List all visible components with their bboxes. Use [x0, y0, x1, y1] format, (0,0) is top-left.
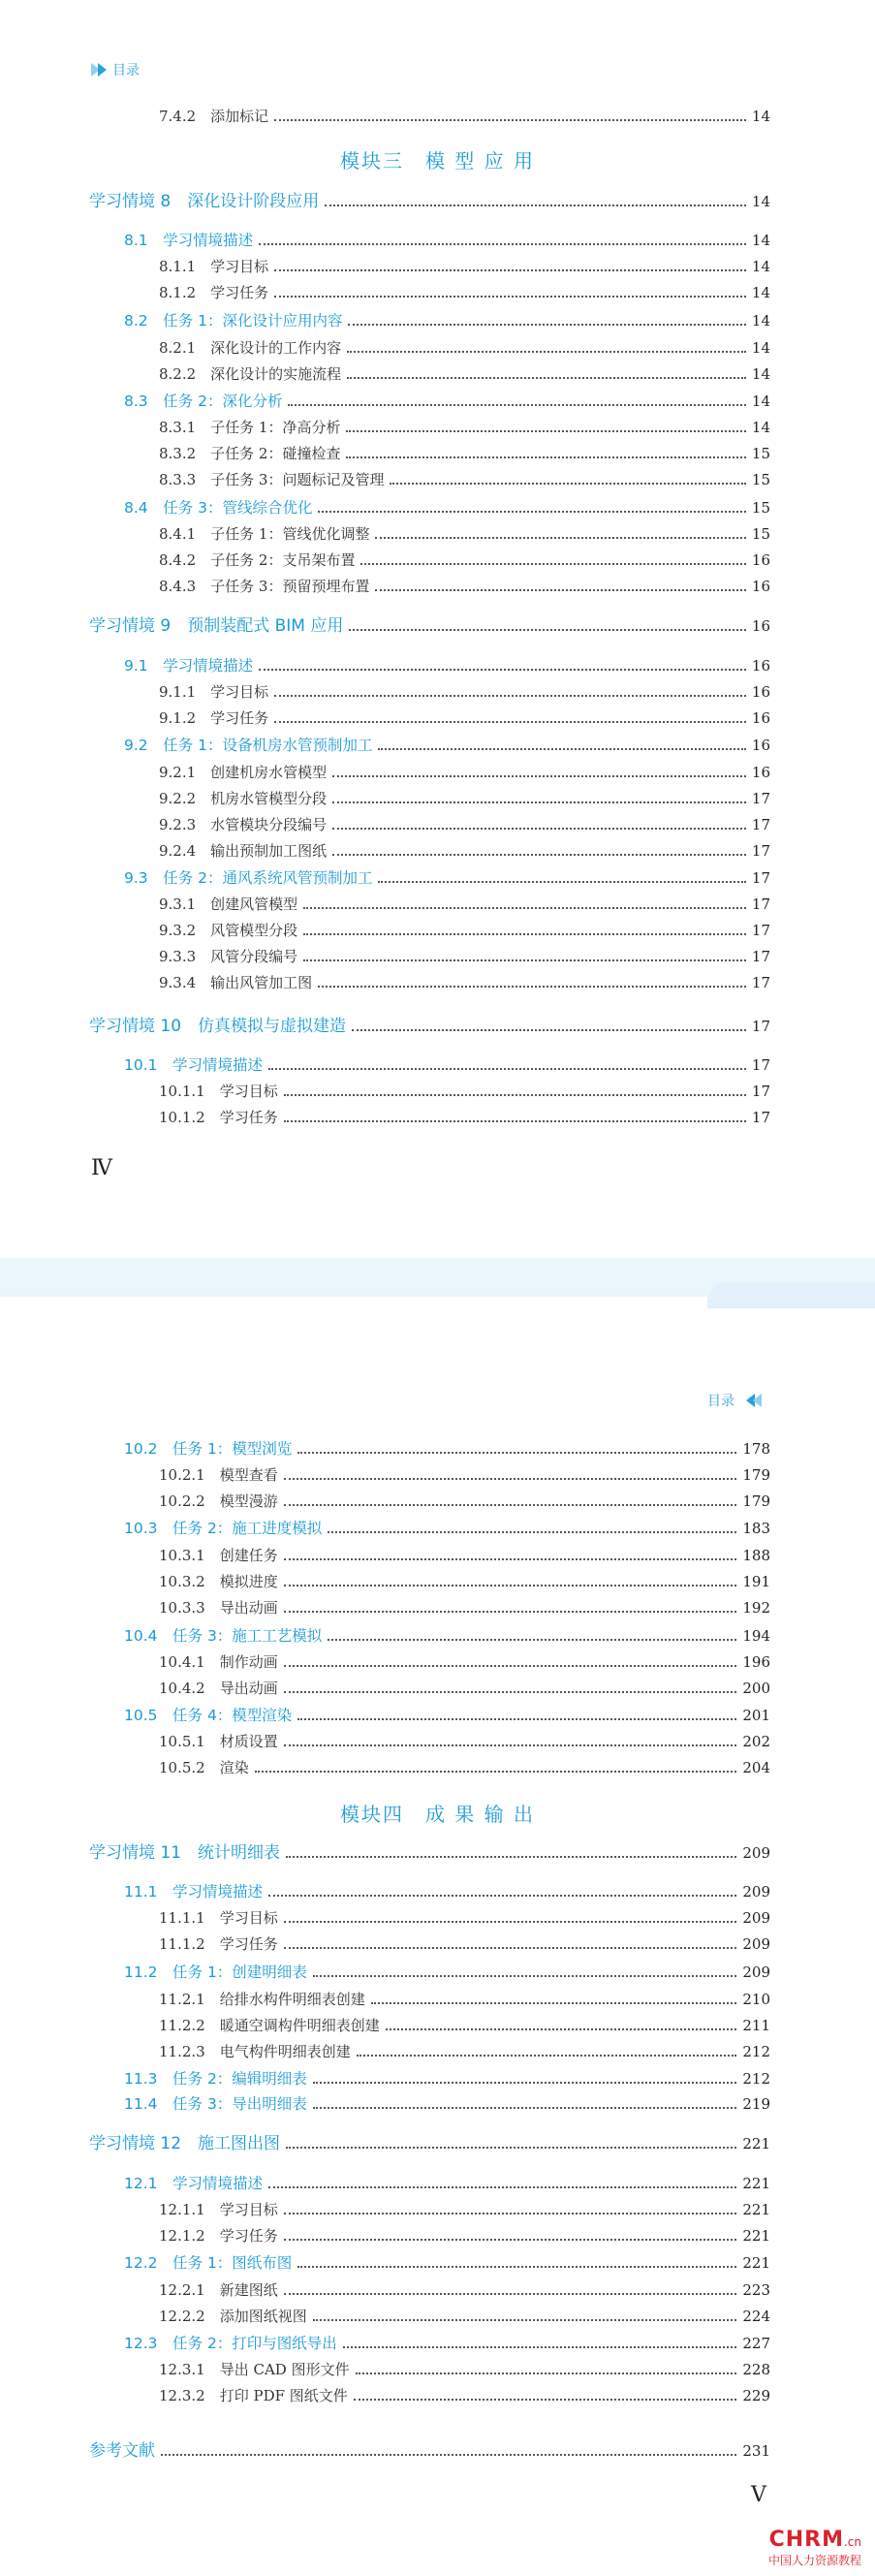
- toc-entry-level-3[interactable]: [159, 1492, 770, 1510]
- dot-leader: [352, 1029, 746, 1031]
- toc-entry-page: 17: [751, 1083, 770, 1100]
- dot-leader: [303, 959, 746, 961]
- toc-entry-page: 16: [751, 709, 770, 727]
- toc-entry-page: 209: [742, 1909, 770, 1927]
- dot-leader: [386, 2028, 737, 2030]
- toc-entry-page: 212: [742, 2070, 770, 2088]
- toc-entry-title: 10.3.1 创建任务: [159, 1547, 278, 1564]
- double-chevron-right-icon: [89, 61, 112, 79]
- toc-entry-page: 227: [742, 2335, 770, 2352]
- toc-entry-title: 9.3 任务 2：通风系统风管预制加工: [124, 869, 373, 887]
- dot-leader: [255, 1771, 737, 1773]
- dot-leader: [332, 801, 746, 803]
- dot-leader: [297, 2266, 736, 2268]
- toc-entry-level-3[interactable]: [159, 445, 770, 462]
- toc-entry-page: 188: [742, 1547, 770, 1564]
- dot-leader: [274, 269, 746, 271]
- toc-entry-title: 8.2 任务 1：深化设计应用内容: [124, 312, 343, 330]
- dot-leader: [297, 1718, 736, 1720]
- toc-entry-level-3[interactable]: [159, 2308, 770, 2325]
- toc-entry-title: 8.1.1 学习目标: [159, 258, 269, 275]
- toc-entry-title: 10.3 任务 2：施工进度模拟: [124, 1520, 323, 1537]
- dot-leader: [284, 1744, 737, 1746]
- dot-leader: [268, 1895, 736, 1897]
- toc-entry-title: 8.3.2 子任务 2：碰撞检查: [159, 445, 341, 462]
- toc-entry-page: 16: [751, 578, 770, 595]
- dot-leader: [332, 828, 746, 830]
- dot-leader: [274, 296, 746, 298]
- dot-leader: [284, 2239, 737, 2241]
- dot-leader: [348, 324, 745, 326]
- toc-entry-title: 9.2.1 创建机房水管模型: [159, 764, 328, 781]
- page-number: Ⅴ: [751, 2483, 766, 2507]
- toc-entry-page: 14: [751, 419, 770, 436]
- dot-leader: [318, 511, 745, 513]
- toc-entry-page: 14: [751, 365, 770, 383]
- dot-leader: [356, 2372, 737, 2374]
- toc-entry-level-3[interactable]: [159, 764, 770, 781]
- toc-entry-page: 15: [751, 471, 770, 488]
- dot-leader: [375, 537, 745, 539]
- toc-entry-level-3[interactable]: [159, 948, 770, 965]
- toc-entry-title: 11.3 任务 2：编辑明细表: [124, 2070, 307, 2088]
- toc-entry-level-2[interactable]: [124, 1963, 770, 1981]
- toc-entry-level-2[interactable]: [124, 1440, 770, 1458]
- dot-leader: [313, 2107, 737, 2109]
- dot-leader: [390, 483, 745, 485]
- toc-entry-title: 9.1.2 学习任务: [159, 709, 269, 727]
- toc-entry-title: 12.1.1 学习目标: [159, 2201, 278, 2218]
- toc-entry-title: 11.1.2 学习任务: [159, 1935, 278, 1953]
- toc-entry-page: 14: [751, 284, 770, 301]
- toc-entry-level-2[interactable]: [124, 657, 770, 675]
- watermark-suffix: .cn: [843, 2535, 861, 2549]
- dot-leader: [349, 629, 746, 631]
- toc-entry-level-2[interactable]: [124, 1627, 770, 1645]
- dot-leader: [313, 2082, 737, 2084]
- toc-entry-title: 9.3.3 风管分段编号: [159, 948, 298, 965]
- dot-leader: [303, 907, 746, 909]
- toc-entry-page: 17: [751, 1056, 770, 1074]
- dot-leader: [284, 1120, 746, 1122]
- toc-entry-page: 209: [742, 1935, 770, 1953]
- dot-leader: [360, 563, 745, 565]
- toc-entry-level-3[interactable]: [159, 2227, 770, 2245]
- toc-entry-level-3[interactable]: [159, 1680, 770, 1697]
- toc-entry-level-2[interactable]: [124, 499, 770, 517]
- page-gap-tab: [707, 1283, 875, 1308]
- dot-leader: [332, 854, 746, 856]
- dot-leader: [343, 2346, 737, 2348]
- toc-entry-level-3[interactable]: [159, 2201, 770, 2218]
- toc-entry-page: 224: [742, 2308, 770, 2325]
- toc-entry-title: 12.3.1 导出 CAD 图形文件: [159, 2361, 350, 2378]
- toc-entry-page: 191: [742, 1573, 770, 1590]
- dot-leader: [318, 986, 746, 988]
- toc-entry-title: 10.4 任务 3：施工工艺模拟: [124, 1627, 323, 1645]
- toc-entry-level-3[interactable]: [159, 365, 770, 383]
- toc-entry-level-2[interactable]: [124, 2070, 770, 2088]
- toc-entry-level-1[interactable]: [89, 1844, 770, 1862]
- toc-entry-title: 8.2.1 深化设计的工作内容: [159, 339, 342, 357]
- toc-entry-page: 223: [742, 2281, 770, 2299]
- dot-leader: [259, 669, 746, 671]
- toc-entry-title: 11.4 任务 3：导出明细表: [124, 2095, 307, 2113]
- chrm-watermark: [768, 2528, 861, 2568]
- toc-entry-title: 8.4.3 子任务 3：预留预埋布置: [159, 578, 370, 595]
- toc-page-2: [0, 1308, 875, 2576]
- toc-entry-level-3[interactable]: [159, 2361, 770, 2378]
- toc-entry-title: 12.3 任务 2：打印与图纸导出: [124, 2335, 337, 2352]
- toc-entry-level-2[interactable]: [124, 312, 770, 330]
- toc-entry-title: 参考文献: [89, 2441, 155, 2461]
- toc-entry-level-3[interactable]: [159, 1466, 770, 1484]
- toc-entry-page: 221: [742, 2254, 770, 2272]
- dot-leader: [274, 695, 746, 697]
- toc-entry-level-3[interactable]: [159, 1599, 770, 1617]
- toc-entry-title: 11.1 学习情境描述: [124, 1883, 264, 1901]
- dot-leader: [286, 1856, 736, 1858]
- dot-leader: [354, 2399, 737, 2401]
- toc-entry-title: 11.2 任务 1：创建明细表: [124, 1963, 307, 1981]
- toc-entry-level-3[interactable]: [159, 1653, 770, 1671]
- toc-entry-title: 11.2.2 暖通空调构件明细表创建: [159, 2017, 380, 2034]
- toc-entry-page: 221: [742, 2227, 770, 2245]
- toc-entry-level-2[interactable]: [124, 2335, 770, 2352]
- toc-entry-title: 12.2.1 新建图纸: [159, 2281, 278, 2299]
- toc-entry-level-3[interactable]: [159, 471, 770, 488]
- toc-entry-page: 231: [742, 2442, 770, 2460]
- dot-leader: [328, 1531, 736, 1533]
- toc-entry-title: 10.4.1 制作动画: [159, 1653, 278, 1671]
- toc-entry-page: 16: [751, 683, 770, 701]
- toc-entry-level-3[interactable]: [159, 578, 770, 595]
- toc-entry-level-3[interactable]: [159, 108, 770, 125]
- dot-leader: [284, 1478, 737, 1480]
- dot-leader: [284, 1504, 737, 1506]
- dot-leader: [303, 933, 746, 935]
- toc-header-label: 目录: [112, 63, 140, 79]
- toc-entry-title: 10.2 任务 1：模型浏览: [124, 1440, 293, 1458]
- toc-entry-level-3[interactable]: [159, 842, 770, 860]
- watermark-subtitle: 中国人力资源教程: [767, 2554, 861, 2567]
- toc-entry-page: 204: [742, 1759, 770, 1776]
- toc-entry-title: 学习情境 9 预制装配式 BIM 应用: [89, 616, 344, 636]
- toc-entry-title: 10.5.1 材质设置: [159, 1733, 278, 1750]
- toc-entry-title: 9.1.1 学习目标: [159, 683, 269, 701]
- toc-entry-level-3[interactable]: [159, 551, 770, 569]
- toc-entry-level-2[interactable]: [124, 1520, 770, 1537]
- toc-entry-level-3[interactable]: [159, 2387, 770, 2404]
- toc-entry-title: 8.3 任务 2：深化分析: [124, 393, 283, 410]
- dot-leader: [284, 1691, 737, 1693]
- toc-entry-title: 10.4.2 导出动画: [159, 1680, 278, 1697]
- toc-entry-page: 14: [751, 193, 770, 210]
- toc-entry-page: 16: [751, 657, 770, 675]
- dot-leader: [347, 377, 746, 379]
- dot-leader: [357, 2055, 737, 2057]
- toc-entry-page: 178: [742, 1440, 770, 1458]
- toc-entry-page: 209: [742, 1963, 770, 1981]
- toc-entry-title: 9.3.2 风管模型分段: [159, 922, 298, 939]
- dot-leader: [268, 1068, 746, 1070]
- toc-entry-title: 8.4.2 子任务 2：支吊架布置: [159, 551, 356, 569]
- toc-entry-title: 10.1.2 学习任务: [159, 1109, 278, 1126]
- toc-entry-title: 学习情境 8 深化设计阶段应用: [89, 192, 320, 211]
- toc-entry-page: 194: [742, 1627, 770, 1645]
- toc-entry-level-3[interactable]: [159, 1733, 770, 1750]
- toc-entry-title: 9.1 学习情境描述: [124, 657, 254, 675]
- dot-leader: [297, 1452, 736, 1454]
- toc-entry-title: 学习情境 10 仿真模拟与虚拟建造: [89, 1017, 347, 1036]
- toc-entry-page: 17: [751, 1018, 770, 1035]
- toc-entry-page: 17: [751, 842, 770, 860]
- toc-entry-level-2[interactable]: [124, 232, 770, 249]
- toc-entry-title: 10.1.1 学习目标: [159, 1083, 278, 1100]
- toc-entry-title: 10.3.2 模拟进度: [159, 1573, 278, 1590]
- toc-entry-page: 15: [751, 445, 770, 462]
- dot-leader: [284, 1611, 737, 1613]
- toc-entry-title: 11.2.3 电气构件明细表创建: [159, 2043, 351, 2060]
- toc-entry-page: 211: [742, 2017, 770, 2034]
- module-heading: 模块四 成 果 输 出: [339, 1803, 536, 1826]
- dot-leader: [284, 1921, 737, 1923]
- toc-entry-level-2[interactable]: [124, 2175, 770, 2192]
- toc-entry-title: 9.2.4 输出预制加工图纸: [159, 842, 328, 860]
- toc-entry-page: 16: [751, 764, 770, 781]
- toc-entry-page: 14: [751, 232, 770, 249]
- toc-entry-level-2[interactable]: [124, 1883, 770, 1901]
- dot-leader: [284, 1665, 737, 1667]
- toc-entry-page: 14: [751, 108, 770, 125]
- dot-leader: [284, 1947, 737, 1949]
- toc-entry-title: 12.1.2 学习任务: [159, 2227, 278, 2245]
- toc-entry-level-2[interactable]: [124, 737, 770, 754]
- toc-entry-page: 202: [742, 1733, 770, 1750]
- toc-entry-level-3[interactable]: [159, 1991, 770, 2008]
- toc-entry-level-3[interactable]: [159, 2281, 770, 2299]
- toc-entry-page: 200: [742, 1680, 770, 1697]
- toc-entry-level-3[interactable]: [159, 790, 770, 807]
- toc-entry-page: 14: [751, 339, 770, 357]
- toc-entry-title: 11.1.1 学习目标: [159, 1909, 278, 1927]
- toc-entry-page: 14: [751, 393, 770, 410]
- double-chevron-left-icon: [742, 1392, 766, 1409]
- toc-entry-level-1[interactable]: [89, 2135, 770, 2152]
- toc-entry-page: 209: [742, 1844, 770, 1862]
- toc-entry-title: 12.2.2 添加图纸视图: [159, 2308, 307, 2325]
- toc-entry-page: 17: [751, 922, 770, 939]
- toc-entry-page: 183: [742, 1520, 770, 1537]
- watermark-brand: CHRM: [768, 2528, 844, 2552]
- dot-leader: [313, 2319, 737, 2321]
- toc-entry-page: 17: [751, 895, 770, 913]
- dot-leader: [371, 2002, 737, 2004]
- dot-leader: [313, 1975, 737, 1977]
- toc-entry-title: 9.2.2 机房水管模型分段: [159, 790, 328, 807]
- dot-leader: [284, 2213, 737, 2215]
- toc-entry-title: 10.5.2 渲染: [159, 1759, 249, 1776]
- dot-leader: [284, 1094, 746, 1096]
- toc-entry-level-2[interactable]: [124, 393, 770, 410]
- toc-entry-level-3[interactable]: [159, 2043, 770, 2060]
- toc-entry-title: 9.2.3 水管模块分段编号: [159, 816, 328, 833]
- dot-leader: [274, 721, 746, 723]
- toc-entry-title: 10.5 任务 4：模型渲染: [124, 1707, 293, 1724]
- dot-leader: [284, 2293, 737, 2295]
- toc-entry-title: 12.3.2 打印 PDF 图纸文件: [159, 2387, 348, 2404]
- toc-entry-page: 221: [742, 2175, 770, 2192]
- toc-entry-title: 8.4 任务 3：管线综合优化: [124, 499, 313, 517]
- toc-entry-page: 196: [742, 1653, 770, 1671]
- toc-entry-page: 221: [742, 2201, 770, 2218]
- toc-entry-level-3[interactable]: [159, 1083, 770, 1100]
- toc-entry-page: 212: [742, 2043, 770, 2060]
- dot-leader: [378, 748, 745, 750]
- toc-header: [89, 60, 140, 79]
- toc-entry-level-3[interactable]: [159, 339, 770, 357]
- toc-entry-level-2[interactable]: [124, 2095, 770, 2113]
- toc-entry-level-3[interactable]: [159, 1109, 770, 1126]
- toc-entry-level-3[interactable]: [159, 258, 770, 275]
- toc-entry-level-2[interactable]: [124, 1056, 770, 1074]
- toc-entry-level-3[interactable]: [159, 1909, 770, 1927]
- toc-entry-level-3[interactable]: [159, 709, 770, 727]
- toc-entry-title: 12.2 任务 1：图纸布图: [124, 2254, 293, 2272]
- toc-entry-level-3[interactable]: [159, 1935, 770, 1953]
- toc-entry-level-3[interactable]: [159, 525, 770, 543]
- toc-entry-page: 17: [751, 974, 770, 991]
- toc-entry-page: 209: [742, 1883, 770, 1901]
- toc-entry-level-3[interactable]: [159, 895, 770, 913]
- dot-leader: [274, 119, 746, 121]
- dot-leader: [347, 351, 746, 353]
- toc-entry-page: 16: [751, 737, 770, 754]
- module-heading: 模块三 模 型 应 用: [339, 149, 536, 173]
- toc-entry-page: 229: [742, 2387, 770, 2404]
- toc-entry-page: 221: [742, 2135, 770, 2152]
- dot-leader: [375, 589, 745, 591]
- dot-leader: [346, 456, 745, 458]
- toc-entry-level-3[interactable]: [159, 2017, 770, 2034]
- toc-entry-level-3[interactable]: [159, 974, 770, 991]
- toc-entry-title: 10.2.1 模型查看: [159, 1466, 278, 1484]
- dot-leader: [259, 243, 746, 245]
- toc-entry-title: 9.3.1 创建风管模型: [159, 895, 298, 913]
- toc-entry-title: 8.2.2 深化设计的实施流程: [159, 365, 342, 383]
- toc-entry-page: 15: [751, 525, 770, 543]
- toc-entry-page: 16: [751, 617, 770, 635]
- toc-page-1: [0, 0, 875, 1250]
- toc-entry-page: 192: [742, 1599, 770, 1617]
- toc-entry-title: 8.1.2 学习任务: [159, 284, 269, 301]
- toc-entry-title: 10.2.2 模型漫游: [159, 1492, 278, 1510]
- toc-entry-level-1[interactable]: [89, 1018, 770, 1035]
- toc-entry-level-1[interactable]: [89, 2442, 770, 2460]
- toc-entry-level-3[interactable]: [159, 922, 770, 939]
- dot-leader: [284, 1558, 737, 1560]
- dot-leader: [284, 1585, 737, 1586]
- toc-entry-title: 11.2.1 给排水构件明细表创建: [159, 1991, 365, 2008]
- toc-entry-page: 17: [751, 948, 770, 965]
- toc-entry-level-1[interactable]: [89, 617, 770, 635]
- dot-leader: [161, 2454, 736, 2456]
- toc-entry-page: 17: [751, 1109, 770, 1126]
- toc-entry-title: 9.3.4 输出风管加工图: [159, 974, 313, 991]
- toc-entry-page: 14: [751, 258, 770, 275]
- toc-entry-title: 8.4.1 子任务 1：管线优化调整: [159, 525, 370, 543]
- toc-entry-title: 8.3.3 子任务 3：问题标记及管理: [159, 471, 385, 488]
- dot-leader: [268, 2186, 736, 2188]
- dot-leader: [325, 204, 746, 206]
- dot-leader: [332, 775, 746, 777]
- toc-entry-page: 210: [742, 1991, 770, 2008]
- toc-entry-level-3[interactable]: [159, 816, 770, 833]
- toc-entry-page: 179: [742, 1492, 770, 1510]
- toc-entry-level-3[interactable]: [159, 419, 770, 436]
- toc-entry-page: 201: [742, 1707, 770, 1724]
- toc-entry-level-2[interactable]: [124, 869, 770, 887]
- toc-entry-page: 179: [742, 1466, 770, 1484]
- toc-entry-title: 7.4.2 添加标记: [159, 108, 269, 125]
- toc-entry-page: 17: [751, 869, 770, 887]
- toc-entry-title: 12.1 学习情境描述: [124, 2175, 264, 2192]
- toc-entry-page: 15: [751, 499, 770, 517]
- toc-entry-level-3[interactable]: [159, 1759, 770, 1776]
- toc-entry-title: 8.3.1 子任务 1：净高分析: [159, 419, 341, 436]
- toc-header-label: 目录: [707, 1394, 734, 1409]
- toc-entry-page: 228: [742, 2361, 770, 2378]
- dot-leader: [378, 881, 745, 883]
- toc-entry-title: 学习情境 12 施工图出图: [89, 2134, 281, 2153]
- dot-leader: [328, 1639, 736, 1641]
- toc-entry-title: 学习情境 11 统计明细表: [89, 1843, 281, 1863]
- toc-entry-level-1[interactable]: [89, 193, 770, 210]
- toc-entry-level-2[interactable]: [124, 2254, 770, 2272]
- toc-header: [707, 1391, 766, 1410]
- toc-entry-level-3[interactable]: [159, 1547, 770, 1564]
- toc-entry-page: 14: [751, 312, 770, 330]
- toc-entry-title: 9.2 任务 1：设备机房水管预制加工: [124, 737, 373, 754]
- toc-entry-level-3[interactable]: [159, 284, 770, 301]
- dot-leader: [346, 430, 745, 432]
- page-number: Ⅳ: [91, 1156, 112, 1180]
- toc-entry-level-3[interactable]: [159, 683, 770, 701]
- toc-entry-title: 10.1 学习情境描述: [124, 1056, 264, 1074]
- toc-entry-title: 10.3.3 导出动画: [159, 1599, 278, 1617]
- toc-entry-level-3[interactable]: [159, 1573, 770, 1590]
- toc-entry-page: 17: [751, 816, 770, 833]
- toc-entry-page: 219: [742, 2095, 770, 2113]
- dot-leader: [288, 404, 745, 406]
- toc-entry-level-2[interactable]: [124, 1707, 770, 1724]
- toc-entry-page: 17: [751, 790, 770, 807]
- toc-entry-page: 16: [751, 551, 770, 569]
- toc-entry-title: 8.1 学习情境描述: [124, 232, 254, 249]
- dot-leader: [286, 2147, 736, 2149]
